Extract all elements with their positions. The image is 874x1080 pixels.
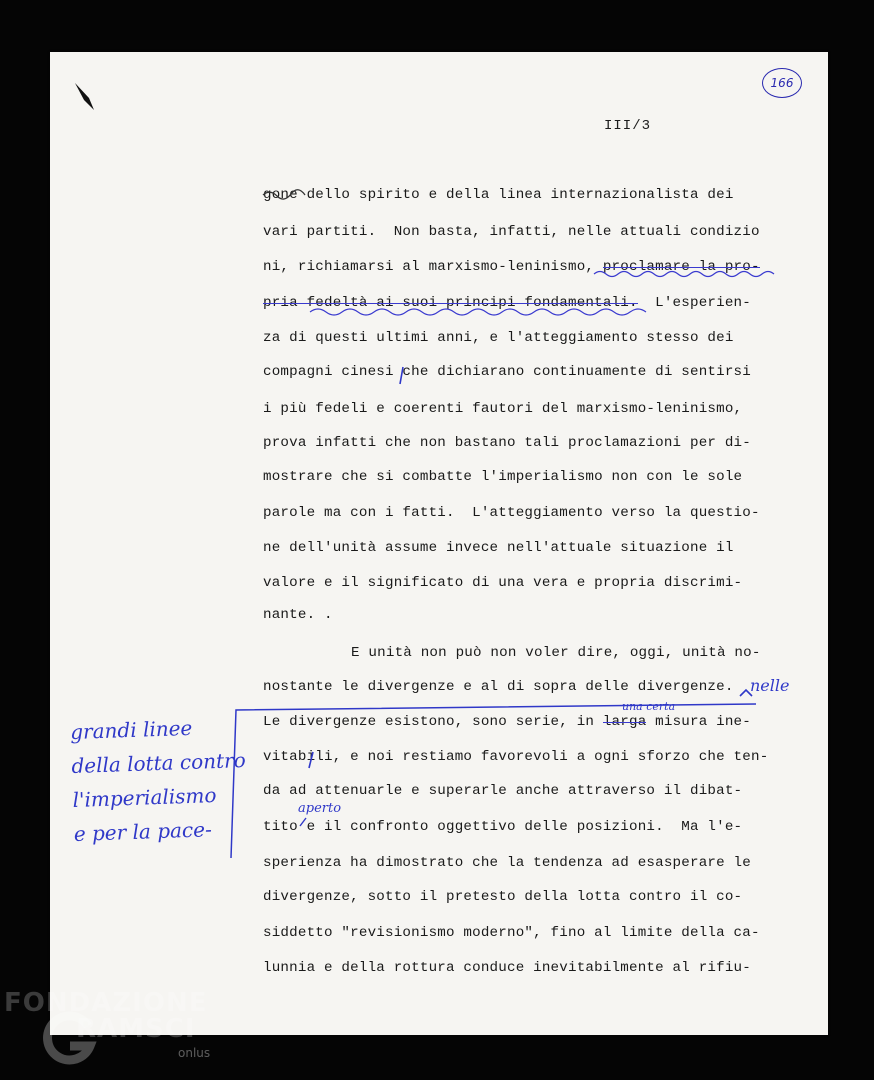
text-line-23: lunnia e della rottura conduce inevitabilmente al rifiu- [263, 960, 751, 976]
text-line-2: vari partiti. Non basta, infatti, nelle attuali condizio [263, 224, 760, 240]
text-line-4-kept: L'esperien- [637, 295, 751, 311]
text-line-21: divergenze, sotto il pretesto della lotta contro il co- [263, 889, 743, 905]
handwritten-insert-aperto: aperto [298, 801, 342, 816]
text-line-3-kept: ni, richiamarsi al marxismo-leninismo, [263, 259, 603, 275]
scribble-gone [263, 190, 305, 199]
archive-page-number: 166 [762, 68, 802, 98]
text-line-19: tito e il confronto oggettivo delle posizioni. Ma l'e- [263, 819, 743, 835]
text-line-20: sperienza ha dimostrato che la tendenza ad esasperare le [263, 855, 751, 871]
insertion-mark-tito [300, 818, 306, 826]
watermark-line-3: onlus [178, 1046, 211, 1060]
text-line-1: gone dello spirito e della linea internazionalista dei [263, 187, 734, 203]
text-line-10: parole ma con i fatti. L'atteggiamento verso la questio- [263, 505, 760, 521]
text-line-5: za di questi ultimi anni, e l'atteggiamento stesso dei [263, 330, 734, 346]
text-line-11: ne dell'unità assume invece nell'attuale situazione il [263, 540, 734, 556]
wavy-strike-line [594, 272, 774, 277]
struck-text-larga: larga [602, 714, 647, 730]
insertion-mark-cinesi [400, 367, 403, 384]
text-line-7: i più fedeli e coerenti fautori del marxismo-leninismo, [263, 401, 743, 417]
margin-note-line-1: grandi linee [69, 715, 193, 745]
handwritten-insert-una-certa: una certa [622, 700, 676, 713]
page-number: III/3 [604, 118, 652, 134]
text-line-22: siddetto "revisionismo moderno", fino al limite della ca- [263, 925, 760, 941]
wavy-strike-line-2 [310, 309, 646, 315]
struck-text-fedelta: pria fedeltà ai suoi principi fondamentali. [263, 295, 638, 311]
watermark-line-2: RAMSCI [76, 1014, 196, 1044]
text-line-13: nante. . [263, 607, 333, 623]
watermark-line-1: FONDAZIONE [4, 988, 208, 1018]
text-line-9: mostrare che si combatte l'imperialismo non con le sole [263, 469, 743, 485]
margin-bracket [231, 704, 756, 858]
text-line-12: valore e il significato di una vera e propria discrimi- [263, 575, 743, 591]
text-line-6: compagni cinesi che dichiarano continuamente di sentirsi [263, 364, 751, 380]
insertion-mark-divergenze [740, 690, 752, 696]
text-line-8: prova infatti che non bastano tali proclamazioni per di- [263, 435, 751, 451]
margin-note-line-2: della lotta contro [71, 747, 247, 779]
margin-note-line-4: e per la pace- [73, 817, 213, 847]
fondazione-gramsci-watermark [4, 984, 234, 1080]
margin-note-line-3: l'imperialismo [72, 783, 217, 813]
struck-text-proclamare: proclamare la pro- [602, 259, 760, 275]
text-line-16-kept: Le divergenze esistono, sono serie, in [263, 714, 603, 730]
text-line-14: E unità non può non voler dire, oggi, unità no- [351, 645, 761, 661]
handwritten-insert-nelle: nelle [750, 676, 790, 695]
text-line-18: da ad attenuarle e superarle anche attraverso il dibat- [263, 783, 743, 799]
insertion-mark-inevitabili [309, 752, 313, 768]
text-line-17: vitabili, e noi restiamo favorevoli a ogni sforzo che ten- [263, 749, 769, 765]
text-line-16-rest: misura ine- [646, 714, 751, 730]
text-line-15: nostante le divergenze e al di sopra delle divergenze. [263, 679, 734, 695]
